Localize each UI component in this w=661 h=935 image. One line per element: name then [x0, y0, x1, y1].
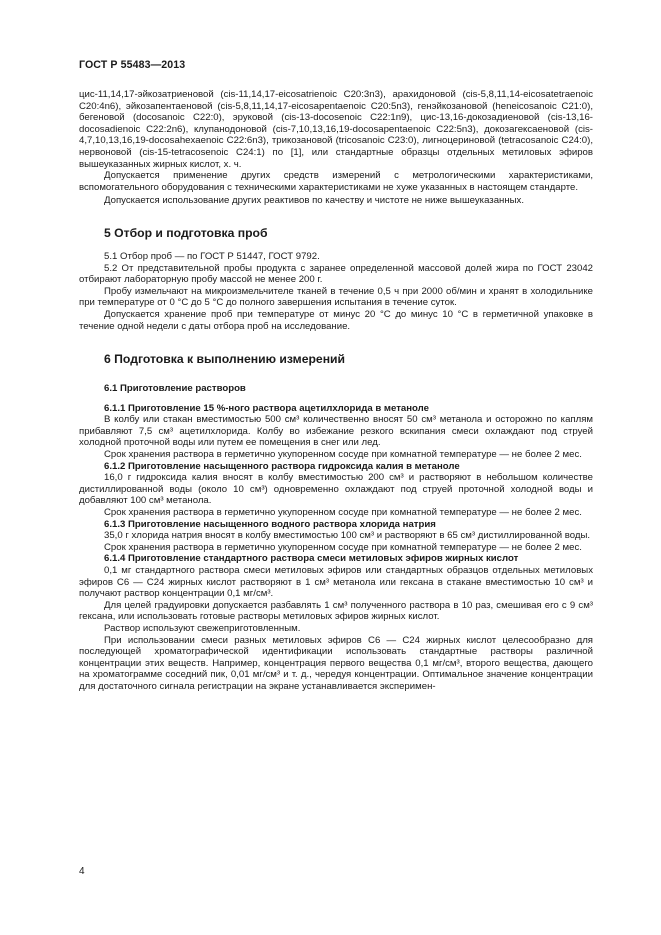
- section-5-paragraph: 5.1 Отбор проб — по ГОСТ Р 51447, ГОСТ 9792.: [104, 250, 320, 262]
- subsection-paragraph: При использовании смеси разных метиловых эфиров С6 — С24 жирных кислот целесообразно для последующей хроматографической идентификации использовать стандартные растворы различной концентрации этих веществ. Например, концентрация первого вещества 0,1 мг/см³, второго вещества, дающего на хроматограмме соседний пик, 0,01 мг/см³ и т. д., чередуя концентрации. Оптимальное значение концентрации для достаточного сигнала регистрации на экране устанавливается эксперимен-: [79, 634, 593, 692]
- subsection-6-1-4-heading: [79, 553, 593, 565]
- subsection-6-1-1-heading: [79, 403, 593, 415]
- section-6-heading: 6 Подготовка к выполнению измерений: [104, 352, 346, 367]
- subsection-number: 6.1.3: [104, 518, 126, 530]
- subsection-number: 6.1.2: [104, 460, 126, 472]
- subsection-paragraph: В колбу или стакан вместимостью 500 см³ количественно вносят 50 см³ метанола и осторожно по каплям прибавляют 7,5 см³ ацетилхлорида. Колбу во избежание резкого вскипания смеси охлаждают под струей холодной проточной воды или путем ее помещения в снег или лед.: [79, 414, 593, 449]
- subsection-paragraph: Для целей градуировки допускается разбавлять 1 см³ полученного раствора в 10 раз, смешивая его с 9 см³ гексана, или использовать готовые растворы метиловых эфиров жирных кислот.: [79, 599, 593, 623]
- subsection-paragraph: Срок хранения раствора в герметично укупоренном сосуде при комнатной температуре — не более 2 мес.: [104, 449, 582, 461]
- section-5-paragraph: Пробу измельчают на микроизмельчителе тканей в течение 0,5 ч при 2000 об/мин и хранят в холодильнике при температуре от 0 °С до 5 °С до полного завершения испытания в течение суток.: [79, 285, 593, 309]
- intro-paragraph: Допускается использование других реактивов по качеству и чистоте не ниже вышеуказанных.: [104, 195, 524, 207]
- subsection-title: Приготовление стандартного раствора смеси метиловых эфиров жирных кислот: [128, 553, 519, 565]
- subsection-number: 6.1.4: [104, 553, 126, 565]
- document-body: [79, 89, 593, 693]
- subsection-paragraph: 0,1 мг стандартного раствора смеси метиловых эфиров или стандартных образцов отдельных метиловых эфиров С6 — С24 жирных кислот растворяют в 1 см³ метанола или гексана в стакане вместимостью 10 см³ и получают раствор концентрации 0,1 мг/см³.: [79, 565, 593, 600]
- subsection-6-1-heading: 6.1 Приготовление растворов: [104, 383, 246, 395]
- subsection-6-1-2-heading: [79, 461, 593, 473]
- document-header: ГОСТ Р 55483—2013: [79, 59, 186, 71]
- page-number: 4: [79, 866, 85, 877]
- subsection-paragraph: 16,0 г гидроксида калия вносят в колбу вместимостью 200 см³ и растворяют в небольшом количестве дистиллированной воды (около 10 см³) одновременно охлаждают под струей проточной холодной воды и добавляют 100 см³ метанола.: [79, 472, 593, 507]
- subsection-paragraph: Раствор используют свежеприготовленным.: [104, 622, 301, 634]
- subsection-paragraph: Срок хранения раствора в герметично укупоренном сосуде при комнатной температуре — не более 2 мес.: [104, 507, 582, 519]
- intro-paragraph: Допускается применение других средств измерений с метрологическими характеристиками, вспомогательного оборудования с техническими характеристиками не хуже указанных в настоящем стандарте.: [79, 170, 593, 193]
- subsection-title: Приготовление насыщенного раствора гидроксида калия в метаноле: [128, 460, 460, 472]
- subsection-title: Приготовление 15 %-ного раствора ацетилхлорида в метаноле: [128, 402, 429, 414]
- intro-paragraph: цис-11,14,17-эйкозатриеновой (cis-11,14,17-eicosatrienoic C20:3n3), арахидоновой (cis-5,8,11,14-eicosatetraenoic C20:4n6), эйкозапентаеновой (cis-5,8,11,14,17-eicosapentaenoic C20:5n3), генэйкозановой (heneicosanoic C21:0), бегеновой (docosanoic C22:0), эруковой (cis-13-docosenoic C22:1n9), цис-13,16-докозадиеновой (cis-13,16-docosadienoic C22:2n6), клупанодоновой (cis-7,10,13,16,19-docosapentaenoic C22:5n3), докозагексаеновой (cis-4,7,10,13,16,19-docosahexaenoic C22:6n3), трикозановой (tricosanoic C23:0), лигноцериновой (tetracosanoic C24:0), нервоновой (cis-15-tetracosenoic C24:1) по [1], или стандартные образцы отдельных метиловых эфиров вышеуказанных жирных кислот, х. ч.: [79, 89, 593, 170]
- section-5-paragraph: Допускается хранение проб при температуре от минус 20 °С до минус 10 °С в герметичной упаковке в течение одной недели с даты отбора проб на исследование.: [79, 308, 593, 332]
- subsection-paragraph: 35,0 г хлорида натрия вносят в колбу вместимостью 100 см³ и растворяют в 65 см³ дистиллированной воды.: [104, 530, 591, 542]
- subsection-paragraph: Срок хранения раствора в герметично укупоренном сосуде при комнатной температуре — не более 2 мес.: [104, 541, 582, 553]
- subsection-number: 6.1.1: [104, 402, 126, 414]
- subsection-6-1-3-heading: [79, 519, 593, 531]
- section-5-heading: 5 Отбор и подготовка проб: [104, 225, 268, 240]
- subsection-title: Приготовление насыщенного водного раствора хлорида натрия: [128, 518, 436, 530]
- section-5-paragraph: 5.2 От представительной пробы продукта с заранее определенной массовой долей жира по ГОСТ 23042 отбирают лабораторную пробу массой не менее 200 г.: [79, 262, 593, 286]
